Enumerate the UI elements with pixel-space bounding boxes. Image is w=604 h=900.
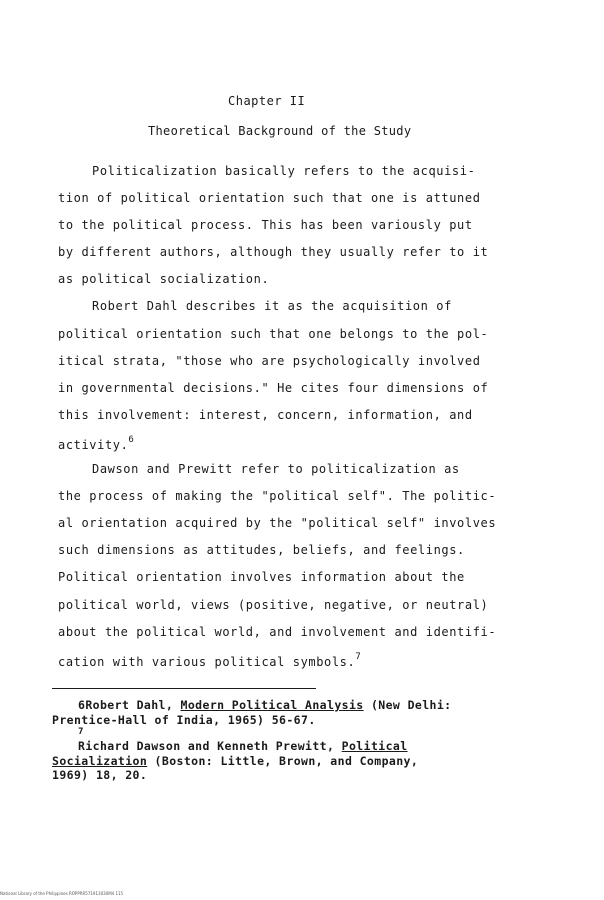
text-line: about the political world, and involvement and identifi-	[58, 624, 497, 639]
footnote-7-marker: 7	[78, 727, 84, 737]
footnote-divider	[52, 688, 316, 689]
footnote-book-title: Political	[341, 739, 408, 753]
text-line-content: activity.	[58, 437, 129, 452]
text-line: Dawson and Prewitt refer to politicalization as	[92, 462, 460, 477]
text-line: as political socialization.	[58, 272, 270, 287]
footnotes	[52, 698, 572, 783]
text-line: by different authors, although they usually refer to it	[58, 245, 489, 260]
text-line: this involvement: interest, concern, information, and	[58, 407, 473, 422]
text-line	[58, 652, 558, 679]
footnote-book-title: Socialization	[52, 753, 148, 768]
footnote-7-continued	[52, 754, 572, 769]
footnote-book-title: Modern Political Analysis	[180, 698, 364, 712]
footnote-reference: 7	[355, 651, 362, 662]
text-line: to the political process. This has been variously put	[58, 218, 473, 233]
text-line	[58, 435, 558, 462]
footnote-6-continued: Prentice-Hall of India, 1965) 56-67.	[52, 712, 316, 727]
text-line: such dimensions as attitudes, beliefs, and feelings.	[58, 543, 465, 558]
text-line: in governmental decisions." He cites four dimensions of	[58, 380, 489, 395]
text-line-content: cation with various political symbols.	[58, 654, 356, 669]
text-line: al orientation acquired by the "political self" involves	[58, 516, 497, 531]
scan-footer: National Library of the Philippines ROPPRR571913030M4 115	[0, 891, 124, 896]
chapter-title: Theoretical Background of the Study	[148, 124, 412, 138]
body-text	[58, 164, 558, 679]
footnote-7-continued: 1969) 18, 20.	[52, 768, 148, 782]
text-line: political orientation such that one belongs to the pol-	[58, 326, 489, 341]
text-line: political world, views (positive, negative, or neutral)	[58, 597, 489, 612]
footnote-text: Richard Dawson and Kenneth Prewitt,	[78, 739, 342, 753]
footnote-text: (Boston: Little, Brown, and Company,	[147, 753, 419, 768]
footnote-reference: 6	[128, 434, 135, 445]
footnote-text: 6Robert Dahl,	[78, 698, 181, 712]
footnote-6	[52, 698, 572, 713]
text-line: Robert Dahl describes it as the acquisition of	[92, 299, 452, 314]
chapter-number: Chapter II	[228, 94, 306, 108]
text-line: Politicalization basically refers to the acquisi-	[92, 164, 476, 178]
text-line: itical strata, "those who are psychologically involved	[58, 353, 481, 368]
text-line: the process of making the "political self". The politic-	[58, 489, 497, 504]
footnote-text: (New Delhi:	[363, 698, 452, 712]
footnote-7	[52, 739, 572, 754]
text-line: tion of political orientation such that one is attuned	[58, 191, 481, 206]
text-line: Political orientation involves information about the	[58, 570, 465, 585]
